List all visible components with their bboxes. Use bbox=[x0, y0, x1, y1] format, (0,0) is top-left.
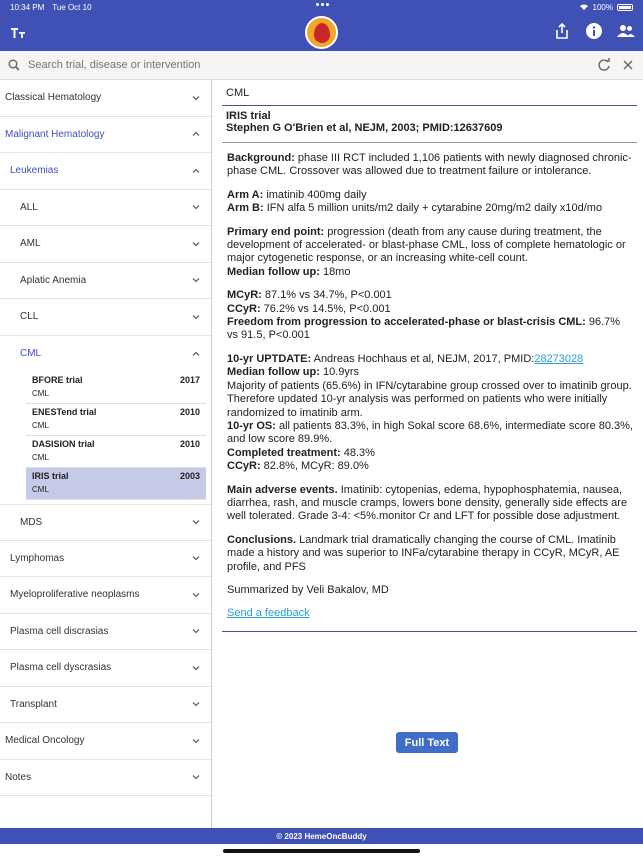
breadcrumb: CML bbox=[222, 80, 637, 106]
search-icon bbox=[8, 59, 20, 71]
chevron-down-icon bbox=[191, 553, 201, 563]
send-feedback-link[interactable]: Send a feedback bbox=[227, 607, 310, 620]
full-text-button[interactable]: Full Text bbox=[396, 732, 458, 753]
chevron-down-icon bbox=[191, 517, 201, 527]
summarized-by: Summarized by Veli Bakalov, MD bbox=[227, 583, 389, 596]
people-icon[interactable] bbox=[617, 22, 635, 40]
multitask-dots[interactable] bbox=[314, 3, 330, 9]
chevron-down-icon bbox=[191, 736, 201, 746]
trial-item-enestend[interactable]: ENESTend trial 2010 CML bbox=[26, 404, 206, 436]
chevron-down-icon bbox=[191, 275, 201, 285]
sidebar-item-plasma-cell-dyscrasias[interactable]: Plasma cell dyscrasias bbox=[0, 650, 211, 687]
chevron-down-icon bbox=[191, 202, 201, 212]
sidebar-item-plasma-cell-discrasias[interactable]: Plasma cell discrasias bbox=[0, 614, 211, 651]
endpoint-section: Primary end point: progression (death from any cause during treatment, the development of accelerated- or blast-phase CML, loss of complete hematologic or major cytogenetic response, or an increasing white-cell count. Median follow up: 18mo bbox=[227, 225, 626, 278]
chevron-down-icon bbox=[191, 312, 201, 322]
chevron-up-icon bbox=[191, 129, 201, 139]
search-bar bbox=[0, 51, 643, 80]
trial-header bbox=[222, 106, 637, 143]
detail-pane bbox=[218, 80, 643, 828]
sidebar-item-transplant[interactable]: Transplant bbox=[0, 687, 211, 724]
sidebar-item-cml[interactable]: CML bbox=[0, 336, 211, 373]
share-icon[interactable] bbox=[553, 22, 571, 40]
trial-item-dasision[interactable]: DASISION trial 2010 CML bbox=[26, 436, 206, 468]
text-size-icon[interactable] bbox=[10, 25, 26, 41]
trial-item-iris[interactable]: IRIS trial 2003 CML bbox=[26, 468, 206, 500]
chevron-down-icon bbox=[191, 626, 201, 636]
chevron-down-icon bbox=[191, 699, 201, 709]
wifi-icon bbox=[579, 3, 589, 11]
refresh-icon[interactable] bbox=[597, 58, 611, 72]
home-indicator[interactable] bbox=[223, 849, 420, 853]
trial-item-bfore[interactable]: BFORE trial 2017 CML bbox=[26, 372, 206, 404]
divider bbox=[222, 631, 637, 632]
chevron-down-icon bbox=[191, 772, 201, 782]
chevron-down-icon bbox=[191, 663, 201, 673]
battery-percent: 100% bbox=[592, 2, 613, 12]
sidebar-item-medical-oncology[interactable]: Medical Oncology bbox=[0, 723, 211, 760]
sidebar-item-lymphomas[interactable]: Lymphomas bbox=[0, 541, 211, 578]
conclusions-section: Conclusions. Landmark trial dramatically changing the course of CML. Imatinib made a history and was superior to INFa/cytarabine therapy in CCyR, MCyR, AE profile, and PFS bbox=[227, 533, 620, 573]
sidebar-item-aml[interactable]: AML bbox=[0, 226, 211, 263]
status-bar bbox=[0, 0, 643, 14]
update-section: 10-yr UPTDATE: Andreas Hochhaus et al, NEJM, 2017, PMID:28273028 Median follow up: 10.9yrs Majority of patients (65.6%) in IFN/cytarabine group crossed over to imatinib group. Therefore updated 10-yr analysis was performed on patients who were initially randomized to imatinib arm. 10-yr OS: all patients 83.3%, in high Sokal score 68.6%, intermediate score 80.3%, and low score 89.9%. Completed treatment: 48.3% CCyR: 82.8%, MCyR: 89.0% bbox=[227, 352, 634, 473]
results-section: MCyR: 87.1% vs 34.7%, P<0.001 CCyR: 76.2% vs 14.5%, P<0.001 Freedom from progression to accelerated-phase or blast-crisis CML: 96.7% vs 91.5, P<0.001 bbox=[227, 289, 621, 342]
info-icon[interactable] bbox=[585, 22, 603, 40]
sidebar-item-cll[interactable]: CLL bbox=[0, 299, 211, 336]
sidebar-item-notes[interactable]: Notes bbox=[0, 760, 211, 797]
sidebar bbox=[0, 80, 212, 828]
status-time: 10:34 PM bbox=[10, 2, 45, 12]
chevron-down-icon bbox=[191, 239, 201, 249]
search-input[interactable] bbox=[28, 59, 587, 71]
background-section: Background: phase III RCT included 1,106 patients with newly diagnosed chronic-phase CML. Crossover was allowed due to treatment failure or intolerance. bbox=[227, 152, 632, 178]
sidebar-item-aplastic-anemia[interactable]: Aplatic Anemia bbox=[0, 263, 211, 300]
sidebar-item-malignant-hematology[interactable]: Malignant Hematology bbox=[0, 117, 211, 154]
sidebar-item-leukemias[interactable]: Leukemias bbox=[0, 153, 211, 190]
nav-bar bbox=[0, 14, 643, 51]
trial-summary bbox=[227, 143, 633, 621]
status-date: Tue Oct 10 bbox=[52, 2, 92, 12]
sidebar-item-mds[interactable]: MDS bbox=[0, 504, 211, 541]
chevron-down-icon bbox=[191, 590, 201, 600]
sidebar-item-all[interactable]: ALL bbox=[0, 190, 211, 227]
sidebar-item-classical-hematology[interactable]: Classical Hematology bbox=[0, 80, 211, 117]
chevron-up-icon bbox=[191, 349, 201, 359]
pmid-link[interactable]: 28273028 bbox=[534, 352, 584, 365]
trial-citation: Stephen G O'Brien et al, NEJM, 2003; PMID:12637609 bbox=[226, 122, 503, 134]
adverse-events-section: Main adverse events. Imatinib: cytopenias, edema, hypophosphatemia, nausea, diarrhea, rash, and muscle cramps, lowers bone density, generally side effects are well tolerated. Grade 3-4: <5%.monitor Cr and LFT for possible dose adjustment. bbox=[227, 483, 628, 523]
page-title: IRIS trial bbox=[226, 110, 271, 122]
chevron-up-icon bbox=[191, 166, 201, 176]
arms-section: Arm A: imatinib 400mg daily Arm B: IFN alfa 5 million units/m2 daily + cytarabine 20mg/m2 daily x10d/mo bbox=[227, 188, 603, 215]
chevron-down-icon bbox=[191, 93, 201, 103]
battery-icon bbox=[617, 4, 633, 11]
sidebar-item-myeloproliferative[interactable]: Myeloproliferative neoplasms bbox=[0, 577, 211, 614]
footer: © 2023 HemeOncBuddy bbox=[0, 828, 643, 844]
app-logo bbox=[305, 16, 338, 49]
close-icon[interactable] bbox=[621, 58, 635, 72]
